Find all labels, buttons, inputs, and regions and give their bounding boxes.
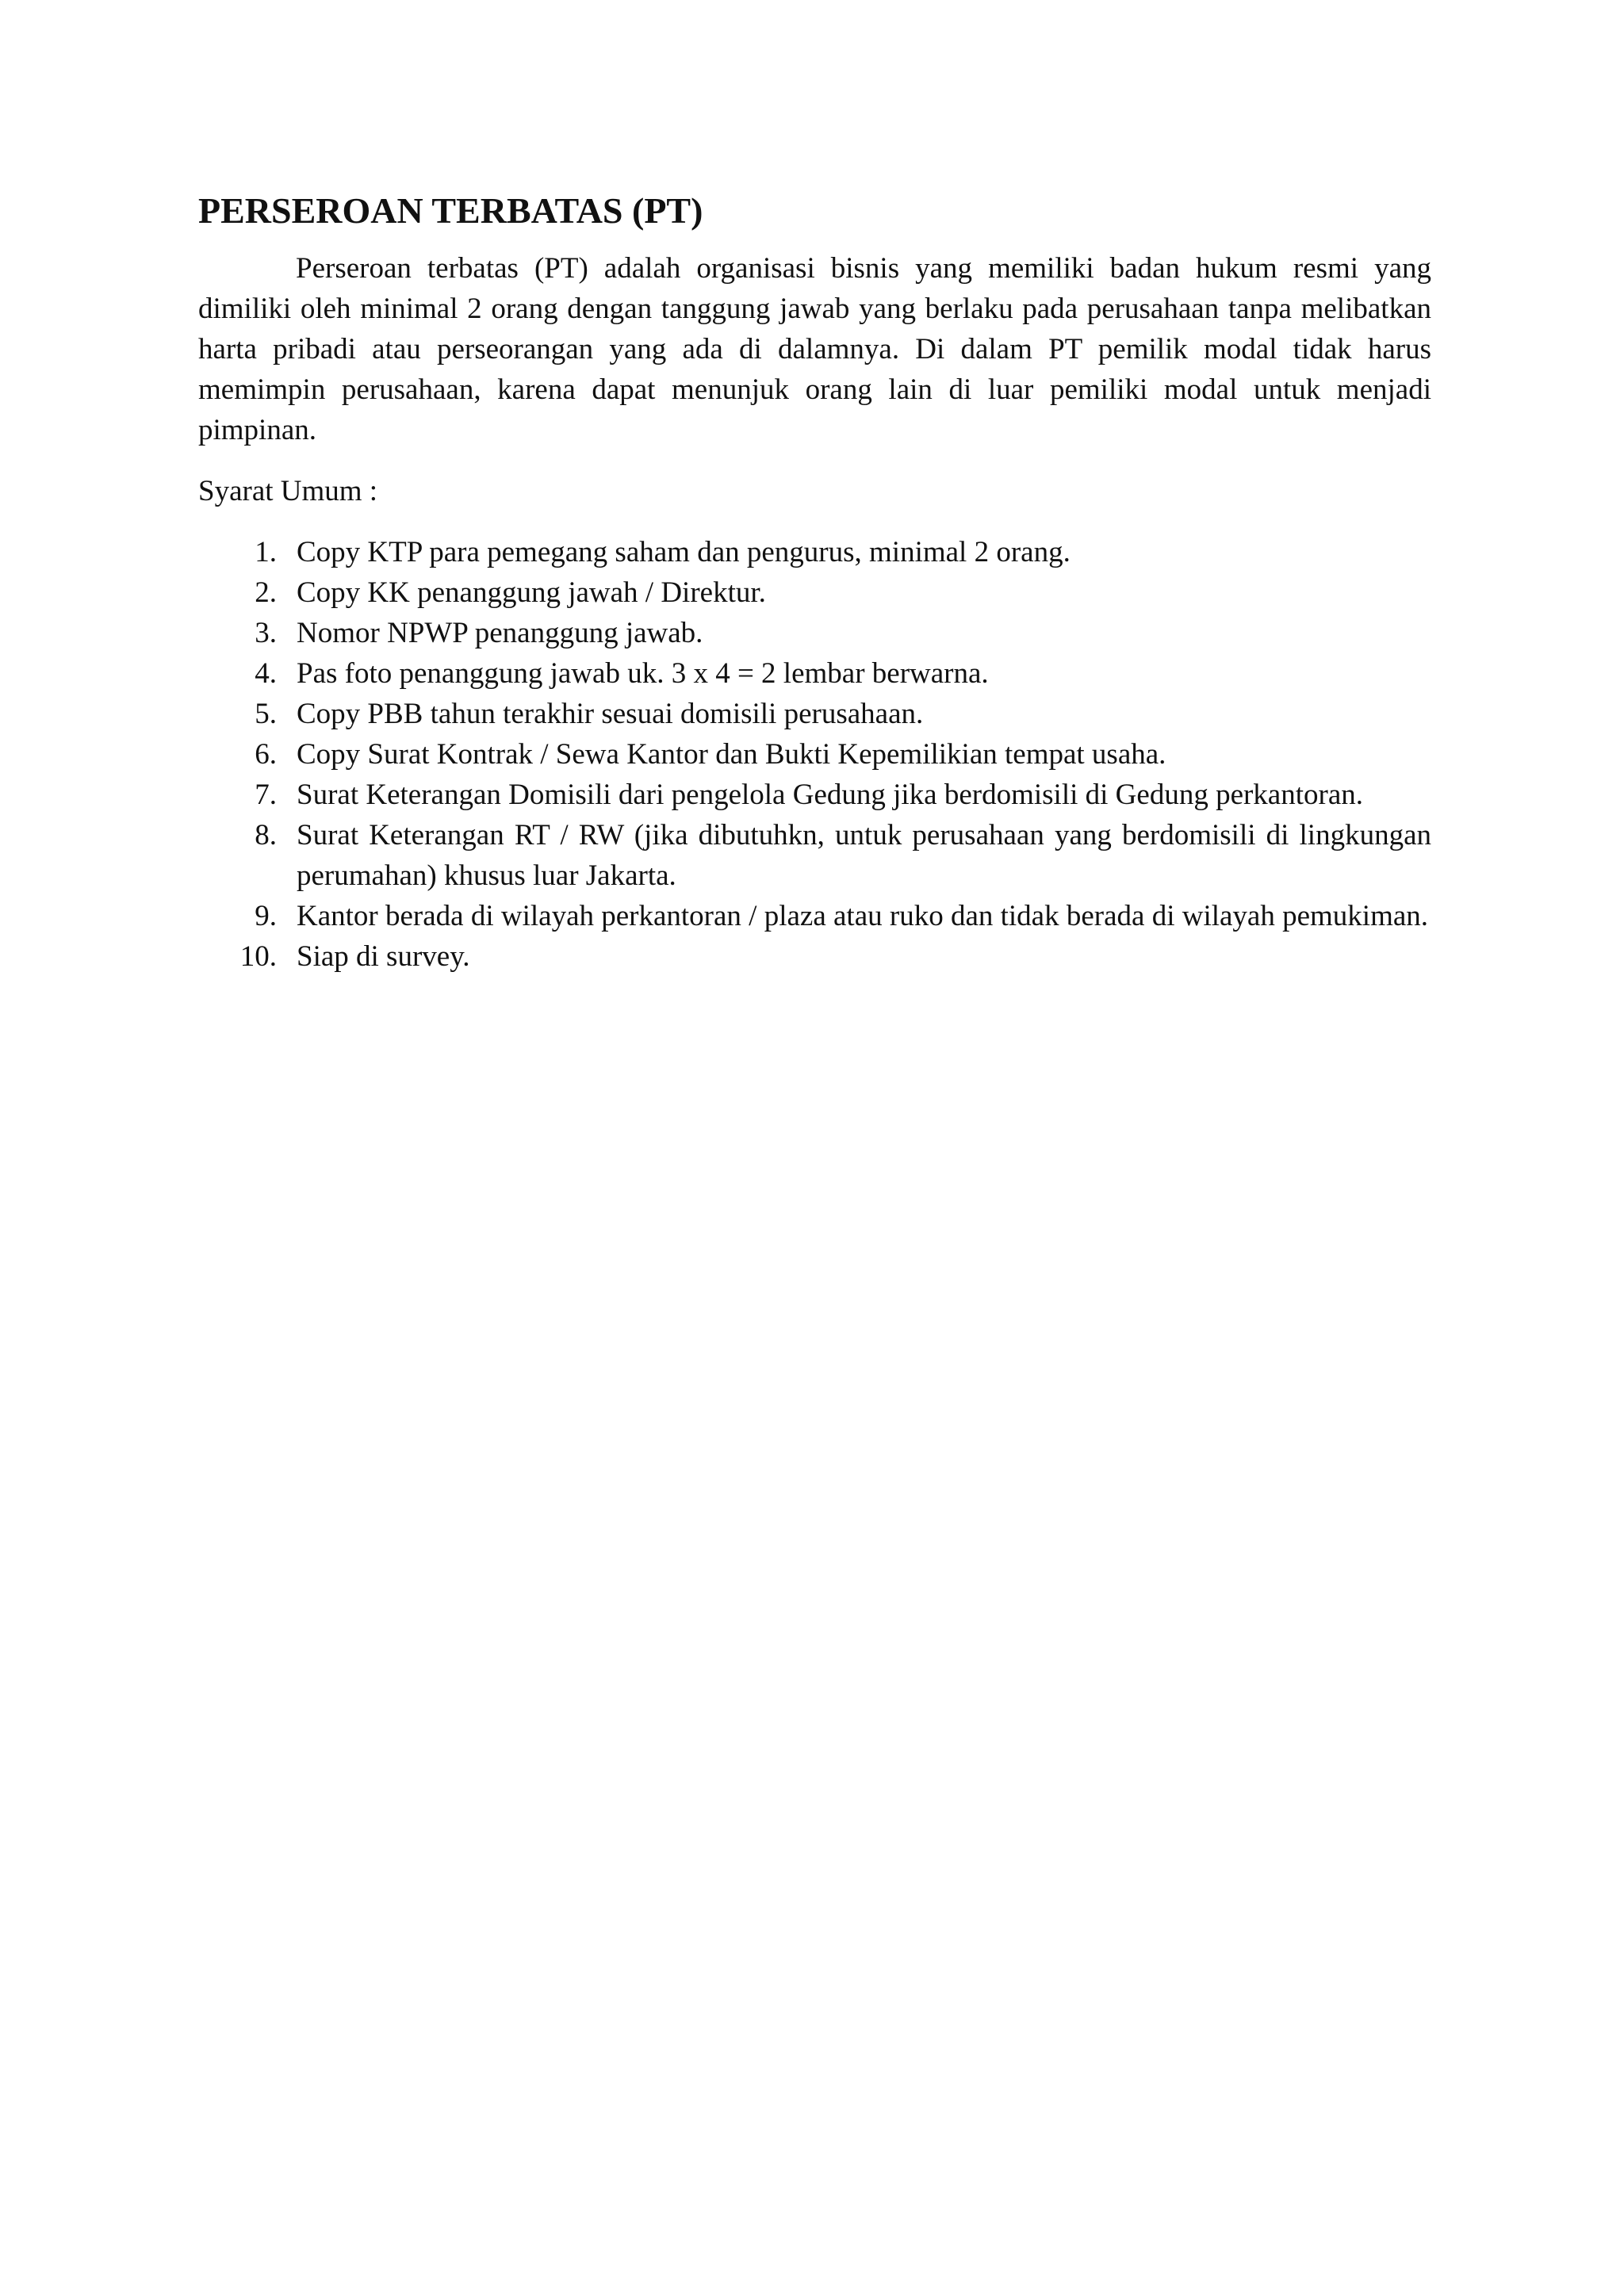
document-page [198,189,1431,977]
list-item-number: 4. [255,657,277,691]
list-item-number: 9. [255,900,277,933]
list-item [198,815,1431,896]
list-item-number: 7. [255,779,277,812]
list-item-text: Kantor berada di wilayah perkantoran / plaza atau ruko dan tidak berada di wilayah pemukiman. [297,900,1429,933]
list-item-text: Nomor NPWP penanggung jawab. [297,617,703,650]
list-item [198,775,1431,815]
list-item-number: 8. [255,819,277,852]
list-item [198,532,1431,572]
section-label: Syarat Umum : [198,475,378,508]
list-item [198,572,1431,613]
list-item [198,694,1431,734]
intro-paragraph: Perseroan terbatas (PT) adalah organisasi bisnis yang memiliki badan hukum resmi yang dimiliki oleh minimal 2 orang dengan tanggung jawab yang berlaku pada perusahaan tanpa melibatkan harta pribadi atau perseorangan yang ada di dalamnya. Di dalam PT pemilik modal tidak harus memimpin perusahaan, karena dapat menunjuk orang lain di luar pemiliki modal untuk menjadi pimpinan. [198,252,1431,447]
list-item-text: Copy PBB tahun terakhir sesuai domisili perusahaan. [297,698,924,731]
list-item-text: Pas foto penanggung jawab uk. 3 x 4 = 2 lembar berwarna. [297,657,989,691]
list-item-number: 3. [255,617,277,650]
list-item-number: 2. [255,576,277,610]
list-item-text: Copy KTP para pemegang saham dan pengurus, minimal 2 orang. [297,536,1071,569]
list-item-text: Siap di survey. [297,940,470,974]
list-item [198,896,1431,936]
list-item-number: 10. [239,940,277,974]
list-item [198,653,1431,694]
list-item [198,613,1431,653]
requirements-list [198,532,1431,977]
list-item-text: Surat Keterangan Domisili dari pengelola Gedung jika berdomisili di Gedung perkantoran. [297,779,1364,812]
list-item-number: 6. [255,738,277,771]
list-item [198,734,1431,775]
list-item [198,936,1431,977]
list-item-number: 1. [255,536,277,569]
list-item-number: 5. [255,698,277,731]
list-item-text: Copy KK penanggung jawah / Direktur. [297,576,766,610]
list-item-text: Copy Surat Kontrak / Sewa Kantor dan Bukti Kepemilikian tempat usaha. [297,738,1166,771]
list-item-text: Surat Keterangan RT / RW (jika dibutuhkn, untuk perusahaan yang berdomisili di lingkungan perumahan) khusus luar Jakarta. [297,819,1431,893]
page-title: PERSEROAN TERBATAS (PT) [198,190,703,231]
